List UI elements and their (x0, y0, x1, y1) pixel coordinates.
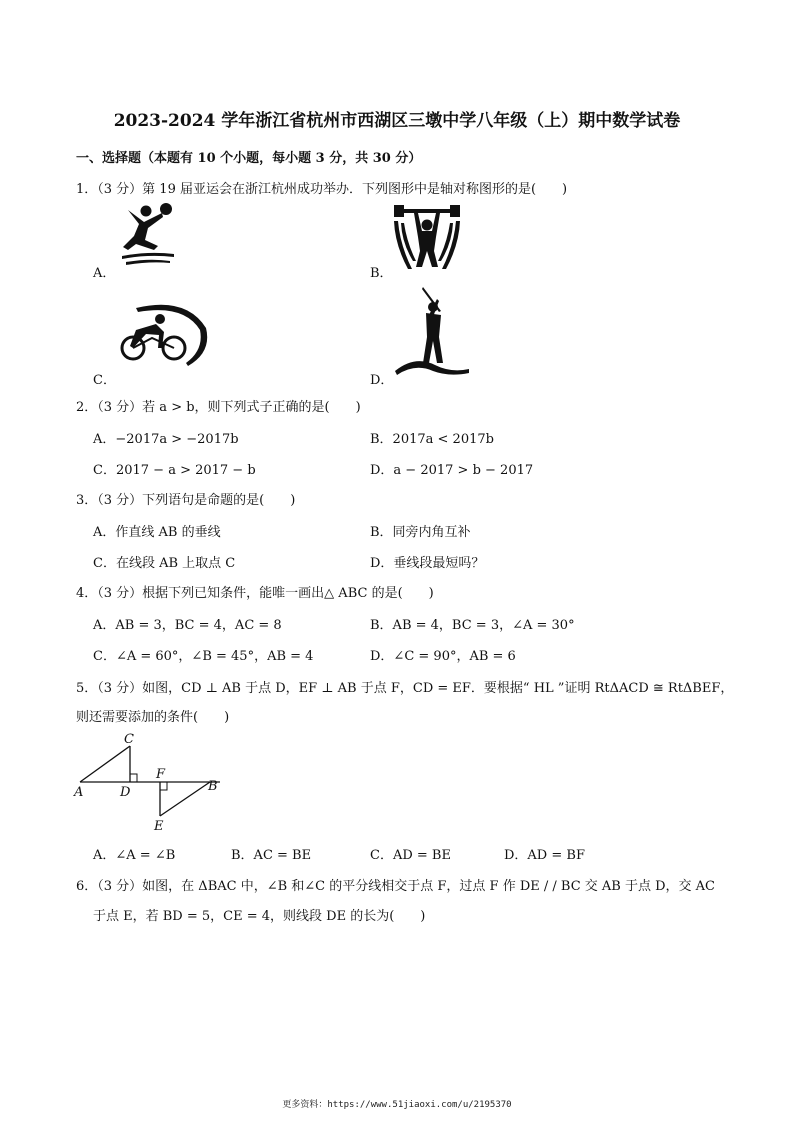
q1-option-b-label: B． (370, 266, 393, 281)
q4-option-a: A．AB = 3，BC = 4，AC = 8 (93, 618, 282, 633)
label-c: C (124, 732, 134, 747)
question-2-stem: 2．（3 分）若 a > b，则下列式子正确的是( ) (76, 400, 361, 415)
q5-option-a: A．∠A = ∠B (93, 848, 176, 863)
q2-option-d: D．a − 2017 > b − 2017 (370, 463, 534, 478)
label-b: B (208, 779, 218, 794)
cyclist-icon (116, 302, 212, 372)
q2-option-a: A．−2017a > −2017b (93, 432, 239, 447)
geometry-figure-q5 (70, 730, 230, 834)
section-heading: 一、选择题（本题有 10 个小题，每小题 3 分，共 30 分） (76, 151, 422, 166)
question-5-stem-line2: 则还需要添加的条件( ) (76, 710, 230, 725)
label-a: A (74, 785, 84, 800)
q3-option-b: B．同旁内角互补 (370, 525, 471, 540)
q1-option-d-label: D． (370, 373, 394, 388)
q4-option-c: C．∠A = 60°，∠B = 45°，AB = 4 (93, 649, 314, 664)
label-d: D (120, 785, 131, 800)
q5-option-b: B．AC = BE (231, 848, 312, 863)
page-title: 2023-2024 学年浙江省杭州市西湖区三墩中学八年级（上）期中数学试卷 (113, 111, 681, 131)
q3-option-d: D．垂线段最短吗？ (370, 556, 485, 571)
question-1-stem: 1．（3 分）第 19 届亚运会在浙江杭州成功举办．下列图形中是轴对称图形的是( ) (76, 182, 568, 197)
q2-option-c: C．2017 − a > 2017 − b (93, 463, 256, 478)
golfer-icon (393, 285, 471, 377)
footer-link[interactable]: 更多资料：https://www.51jiaoxi.com/u/2195370 (282, 1100, 512, 1110)
q2-option-b: B．2017a < 2017b (370, 432, 494, 447)
label-e: E (154, 819, 164, 834)
weightlifter-icon (392, 203, 462, 271)
volleyball-player-icon (118, 200, 176, 272)
question-6-stem-line2: 于点 E，若 BD = 5，CE = 4，则线段 DE 的长为( ) (93, 909, 426, 924)
q5-option-c: C．AD = BE (370, 848, 451, 863)
q4-option-d: D．∠C = 90°，AB = 6 (370, 649, 516, 664)
q5-option-d: D．AD = BF (504, 848, 585, 863)
question-5-stem-line1: 5．（3 分）如图，CD ⊥ AB 于点 D，EF ⊥ AB 于点 F，CD = EF．要根据“ HL ”证明 RtΔACD ≅ RtΔBEF， (76, 681, 734, 696)
label-f: F (156, 767, 166, 782)
q3-option-a: A．作直线 AB 的垂线 (93, 525, 221, 540)
question-3-stem: 3．（3 分）下列语句是命题的是( ) (76, 493, 296, 508)
question-4-stem: 4．（3 分）根据下列已知条件，能唯一画出△ ABC 的是( ) (76, 586, 434, 601)
q1-option-c-label: C． (93, 373, 116, 388)
q3-option-c: C．在线段 AB 上取点 C (93, 556, 236, 571)
question-6-stem-line1: 6．（3 分）如图，在 ΔBAC 中，∠B 和∠C 的平分线相交于点 F，过点 F 作 DE / / BC 交 AB 于点 D，交 AC (76, 879, 716, 894)
q1-option-a-label: A． (93, 266, 116, 281)
q4-option-b: B．AB = 4，BC = 3，∠A = 30° (370, 618, 575, 633)
